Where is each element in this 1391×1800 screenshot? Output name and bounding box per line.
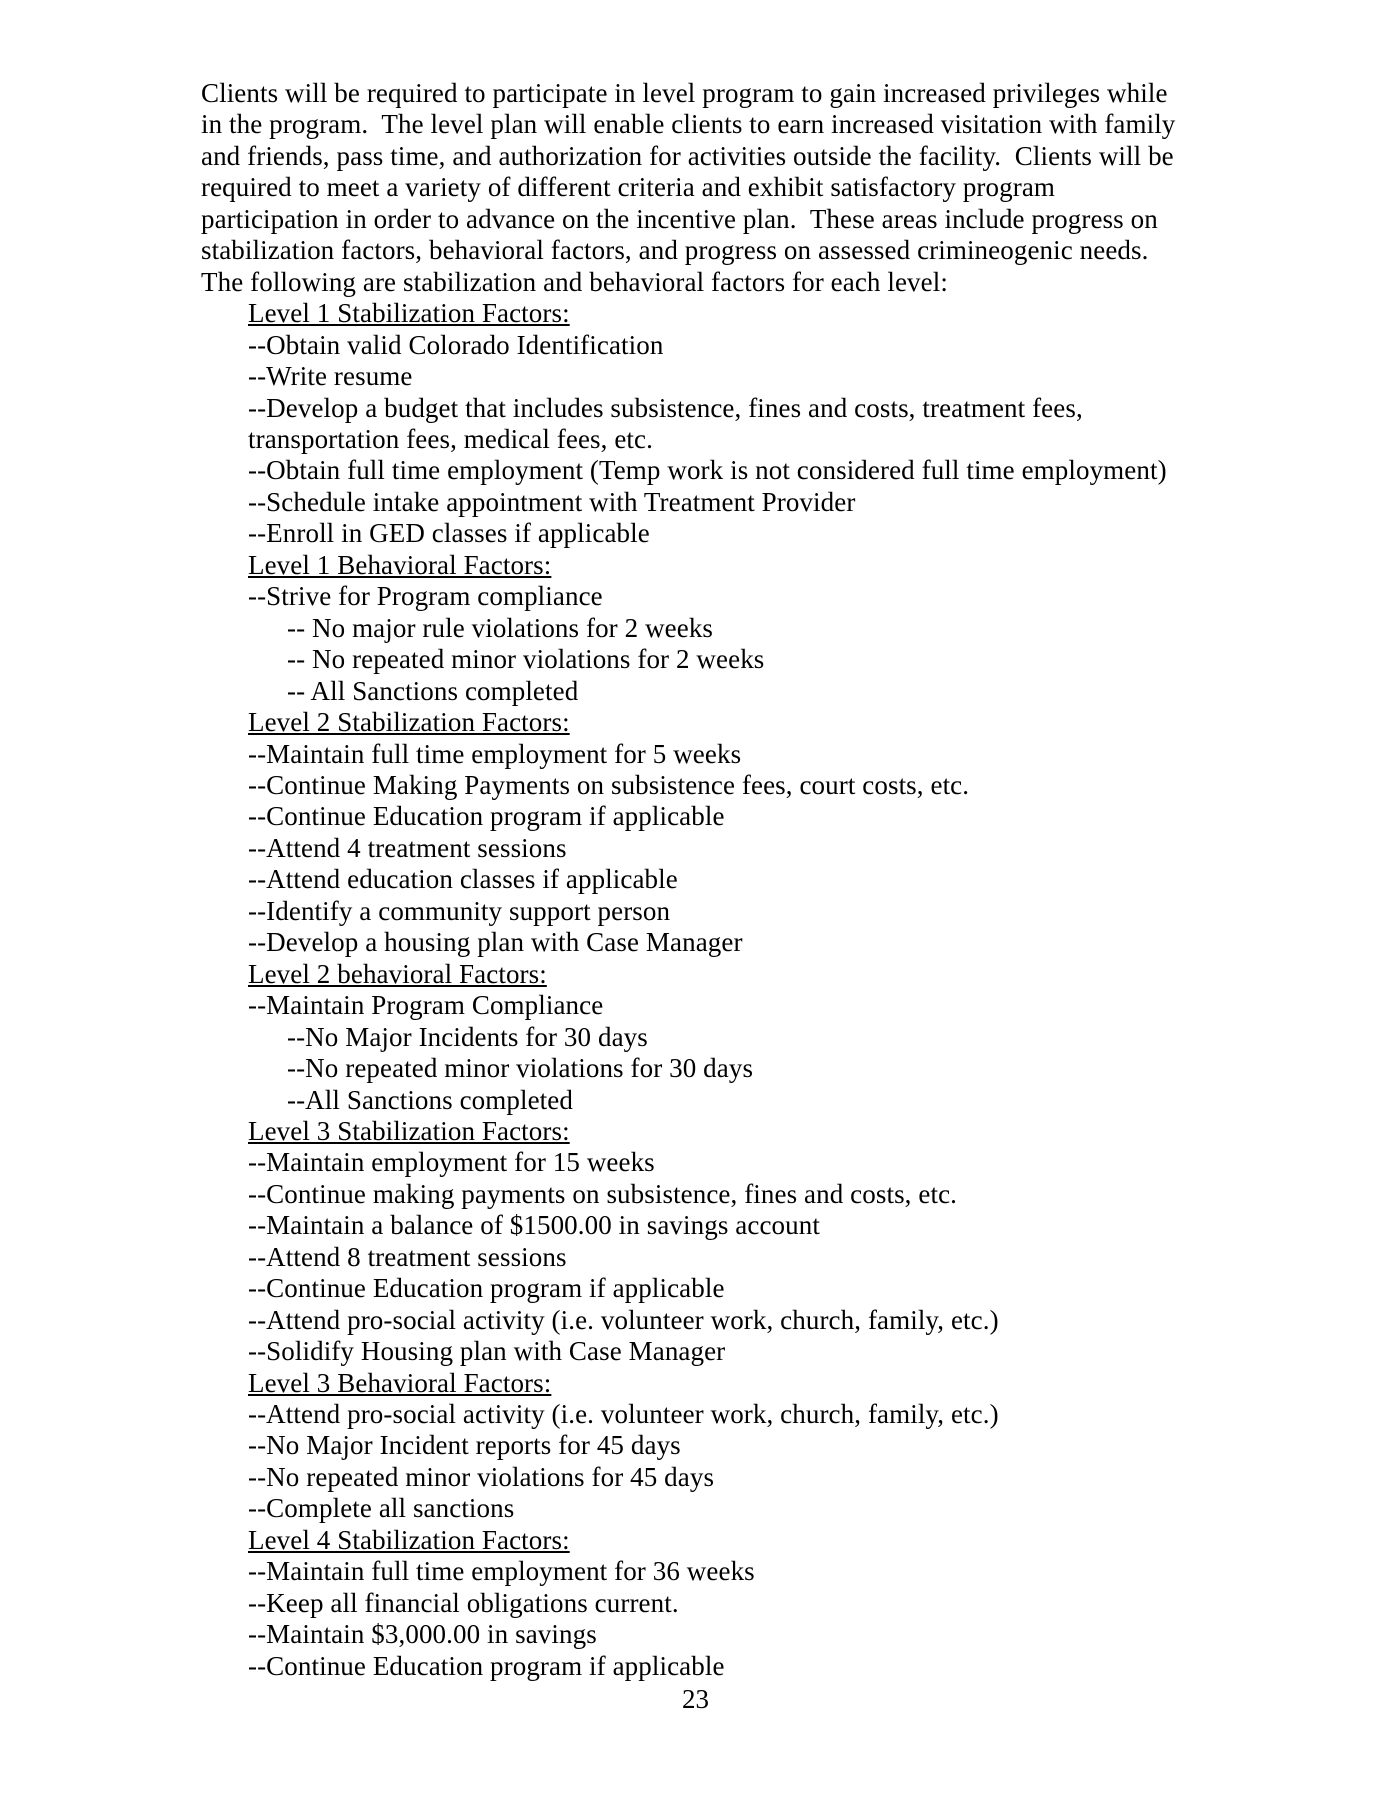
list-item: --Continue Making Payments on subsistence fees, court costs, etc. bbox=[248, 769, 970, 800]
list-item: --Attend pro-social activity (i.e. volunteer work, church, family, etc.) bbox=[248, 1399, 999, 1430]
list-item: --Maintain $3,000.00 in savings bbox=[248, 1619, 597, 1650]
list-item: --Attend 8 treatment sessions bbox=[248, 1241, 567, 1272]
list-item: --Continue making payments on subsistence, fines and costs, etc. bbox=[248, 1178, 958, 1209]
sub-list-item: -- No major rule violations for 2 weeks bbox=[287, 612, 714, 643]
list-item: --Maintain a balance of $1500.00 in savings account bbox=[248, 1210, 820, 1241]
page-number: 23 bbox=[682, 1684, 709, 1714]
sub-list-item: --No repeated minor violations for 30 days bbox=[287, 1053, 754, 1084]
list-item: --Identify a community support person bbox=[248, 895, 671, 926]
section-heading: Level 4 Stabilization Factors: bbox=[248, 1524, 570, 1555]
section-heading: Level 1 Stabilization Factors: bbox=[248, 298, 570, 329]
document-body bbox=[201, 78, 1201, 1682]
list-item: --Continue Education program if applicable bbox=[248, 1273, 725, 1304]
list-item: --No repeated minor violations for 45 days bbox=[248, 1461, 715, 1492]
list-item: --Maintain full time employment for 5 weeks bbox=[248, 738, 742, 769]
section-heading: Level 2 Stabilization Factors: bbox=[248, 707, 570, 738]
list-item: --Maintain Program Compliance bbox=[248, 990, 604, 1021]
list-item: --No Major Incident reports for 45 days bbox=[248, 1430, 681, 1461]
list-item: transportation fees, medical fees, etc. bbox=[248, 423, 653, 454]
list-item: --Maintain employment for 15 weeks bbox=[248, 1147, 655, 1178]
section-heading: Level 3 Stabilization Factors: bbox=[248, 1115, 570, 1146]
list-item: --Attend pro-social activity (i.e. volunteer work, church, family, etc.) bbox=[248, 1304, 999, 1335]
list-item: --Attend 4 treatment sessions bbox=[248, 832, 567, 863]
list-item: --Develop a budget that includes subsistence, fines and costs, treatment fees, bbox=[248, 392, 1083, 423]
paragraph-line: The following are stabilization and behavioral factors for each level: bbox=[201, 266, 948, 297]
list-item: --Complete all sanctions bbox=[248, 1493, 515, 1524]
sub-list-item: -- No repeated minor violations for 2 weeks bbox=[287, 644, 765, 675]
paragraph-line: in the program. The level plan will enable clients to earn increased visitation with family bbox=[201, 109, 1176, 140]
list-item: --Maintain full time employment for 36 weeks bbox=[248, 1556, 755, 1587]
paragraph-line: and friends, pass time, and authorization for activities outside the facility. Clients will be bbox=[201, 140, 1174, 171]
list-item: --Continue Education program if applicable bbox=[248, 801, 725, 832]
list-item: --Solidify Housing plan with Case Manager bbox=[248, 1336, 726, 1367]
list-item: --Schedule intake appointment with Treatment Provider bbox=[248, 486, 856, 517]
list-item: --Obtain full time employment (Temp work is not considered full time employment) bbox=[248, 455, 1167, 486]
sub-list-item: -- All Sanctions completed bbox=[287, 675, 579, 706]
list-item: --Keep all financial obligations current. bbox=[248, 1587, 679, 1618]
paragraph-line: required to meet a variety of different criteria and exhibit satisfactory program bbox=[201, 172, 1055, 203]
list-item: --Obtain valid Colorado Identification bbox=[248, 329, 664, 360]
sub-list-item: --No Major Incidents for 30 days bbox=[287, 1021, 648, 1052]
section-heading: Level 1 Behavioral Factors: bbox=[248, 549, 552, 580]
section-heading: Level 3 Behavioral Factors: bbox=[248, 1367, 552, 1398]
list-item: --Continue Education program if applicable bbox=[248, 1650, 725, 1681]
list-item: --Enroll in GED classes if applicable bbox=[248, 518, 650, 549]
list-item: --Strive for Program compliance bbox=[248, 581, 603, 612]
paragraph-line: Clients will be required to participate in level program to gain increased privileges while bbox=[201, 78, 1168, 108]
list-item: --Write resume bbox=[248, 361, 413, 392]
list-item: --Develop a housing plan with Case Manager bbox=[248, 927, 743, 958]
list-item: --Attend education classes if applicable bbox=[248, 864, 678, 895]
paragraph-line: participation in order to advance on the incentive plan. These areas include progress on bbox=[201, 203, 1158, 234]
sub-list-item: --All Sanctions completed bbox=[287, 1084, 573, 1115]
section-heading: Level 2 behavioral Factors: bbox=[248, 958, 547, 989]
paragraph-line: stabilization factors, behavioral factors, and progress on assessed crimineogenic needs. bbox=[201, 235, 1149, 266]
